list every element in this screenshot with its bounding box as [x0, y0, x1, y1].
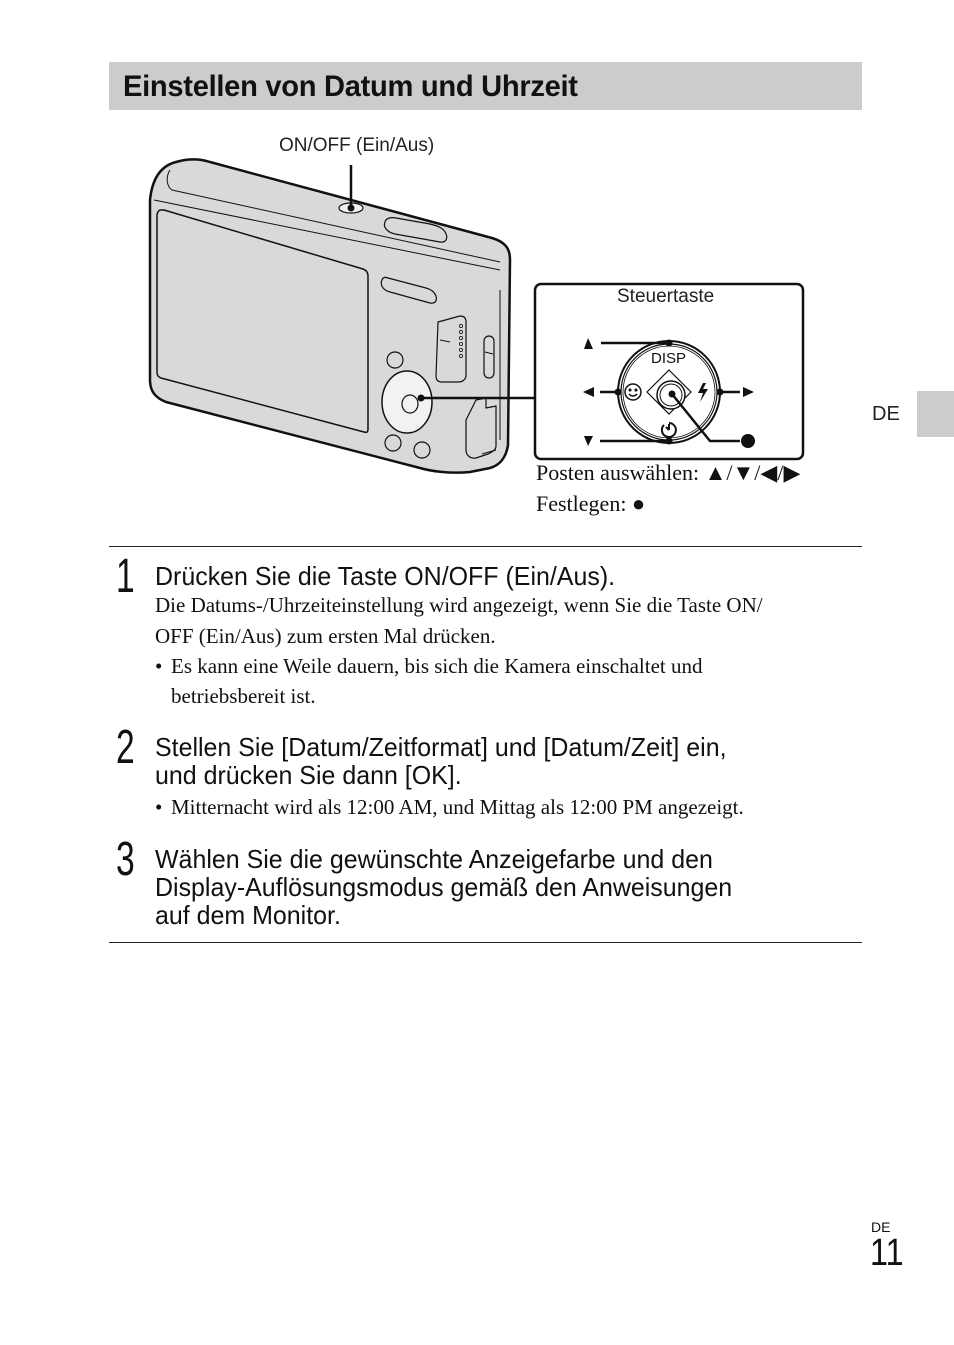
- page-number: 11: [870, 1232, 904, 1274]
- step-2-bullet-line-1: [155, 792, 744, 823]
- step-3-heading-line-2: Display-Auflösungsmodus gemäß den Anweisungen: [155, 872, 733, 902]
- camera-illustration: [0, 0, 954, 540]
- step-1-body-line-2: OFF (Ein/Aus) zum ersten Mal drücken.: [155, 624, 496, 648]
- step-1-number: 1: [116, 550, 135, 603]
- center-button-icon: [741, 434, 755, 448]
- step-2-heading-line-2: und drücken Sie dann [OK].: [155, 760, 462, 790]
- step-3-number: 3: [116, 833, 135, 886]
- section-divider-top: [109, 546, 862, 547]
- bullet-dot: •: [155, 654, 163, 678]
- caption-confirm: Festlegen: ●: [536, 491, 646, 516]
- footer-language: DE: [871, 1219, 891, 1235]
- step-2-number: 2: [116, 721, 135, 774]
- onoff-label: ON/OFF (Ein/Aus): [279, 135, 435, 156]
- step-1-bullet-line-1: [155, 651, 703, 682]
- section-divider-bottom: [109, 942, 862, 943]
- step-1-bullet-line-2: betriebsbereit ist.: [171, 684, 316, 708]
- bullet-text: Es kann eine Weile dauern, bis sich die Kamera einschaltet und: [171, 654, 703, 678]
- bullet-text: Mitternacht wird als 12:00 AM, und Mittag als 12:00 PM angezeigt.: [171, 795, 744, 819]
- bullet-dot: •: [155, 795, 163, 819]
- language-tab-marker: [917, 391, 954, 437]
- step-1-heading: Drücken Sie die Taste ON/OFF (Ein/Aus).: [155, 561, 616, 591]
- caption-select-item: Posten auswählen: ▲/▼/◀/▶: [536, 460, 801, 485]
- page-title: Einstellen von Datum und Uhrzeit: [123, 70, 578, 103]
- step-2-heading-line-1: Stellen Sie [Datum/Zeitformat] und [Datum/Zeit] ein,: [155, 732, 727, 762]
- step-3-heading-line-1: Wählen Sie die gewünschte Anzeigefarbe und den: [155, 844, 713, 874]
- step-3-heading-line-3: auf dem Monitor.: [155, 900, 341, 930]
- control-panel-title: Steuertaste: [617, 286, 715, 307]
- camera-body: [150, 159, 510, 472]
- step-1-body-line-1: Die Datums-/Uhrzeiteinstellung wird angezeigt, wenn Sie die Taste ON/: [155, 593, 763, 617]
- disp-label: DISP: [651, 350, 687, 367]
- language-tab-label: DE: [872, 403, 900, 425]
